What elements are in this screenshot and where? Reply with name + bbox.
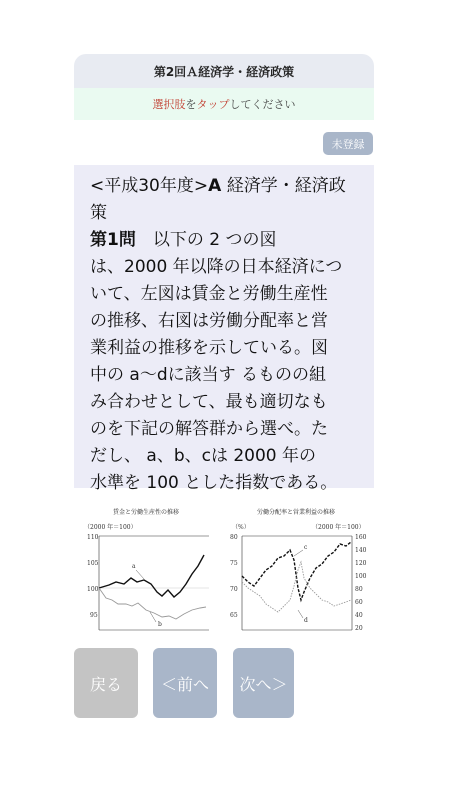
page-title: [74, 54, 374, 88]
series-b-line: [99, 588, 206, 619]
label-b: b: [158, 621, 162, 628]
question-line: み合わせとして、最も適切なも: [90, 392, 328, 412]
y-tick-right: 160: [355, 534, 367, 541]
y-tick-right: 100: [355, 573, 367, 580]
next-button-label: 次へ＞: [239, 674, 288, 694]
series-c-line: [242, 542, 351, 600]
question-line: は、2000 年以降の日本経済につ: [90, 257, 343, 277]
question-figure: [74, 500, 374, 640]
y-tick-right: 60: [355, 599, 363, 606]
back-button-label: 戻る: [89, 674, 122, 694]
back-button[interactable]: [74, 648, 138, 718]
question-text: [74, 165, 374, 493]
question-body: 以下の 2 つの図: [135, 230, 277, 250]
page-title-text: 第2回Ａ経済学・経済政策: [153, 64, 295, 79]
question-line: だし、 a、b、cは 2000 年の: [90, 446, 317, 466]
y-tick-right: 20: [355, 625, 363, 632]
question-line: 中の a～dに該当す るものの組: [90, 365, 327, 385]
instruction-choice: 選択肢: [152, 98, 186, 111]
y-tick: 100: [87, 586, 99, 593]
prev-button-label: ＜前へ: [160, 674, 209, 694]
question-subject: 経済学・経済政: [221, 176, 346, 196]
labor-share-profit-chart: [230, 508, 367, 632]
question-line: の推移、右図は労働分配率と営: [90, 311, 328, 331]
label-a: a: [132, 563, 136, 570]
prev-button[interactable]: [153, 648, 217, 718]
y-tick: 95: [90, 612, 98, 619]
label-a-pointer: [136, 570, 144, 579]
status-badge[interactable]: [323, 132, 373, 155]
label-c: c: [304, 544, 308, 551]
instruction-wo: を: [185, 98, 197, 111]
label-d-pointer: [298, 610, 303, 618]
y-tick-left: 75: [230, 560, 238, 567]
question-line: [90, 173, 362, 200]
label-d: d: [304, 617, 308, 624]
label-c-pointer: [294, 550, 303, 556]
y-tick-right: 140: [355, 547, 367, 554]
instruction-tap: タップ: [196, 98, 230, 111]
y-tick: 110: [87, 534, 99, 541]
y-tick: 105: [87, 560, 99, 567]
chart-unit-right-left: （%）: [232, 524, 250, 531]
question-line: 業利益の推移を示している。図: [90, 338, 328, 358]
question-line: いて、左図は賃金と労働生産性: [90, 284, 328, 304]
question-number: 第1問: [90, 230, 136, 250]
y-tick-left: 70: [230, 586, 238, 593]
chart-title-right: 労働分配率と営業利益の推移: [256, 509, 336, 516]
chart-unit-right-right: （2000 年＝100）: [312, 524, 365, 531]
series-d-line: [242, 562, 351, 612]
instruction-rest: してください: [229, 98, 296, 111]
question-year: <平成30年度>: [90, 176, 209, 196]
question-line: 策: [90, 203, 107, 223]
question-line: のを下記の解答群から選べ。た: [90, 419, 328, 439]
wage-productivity-chart: [84, 508, 209, 630]
y-tick-left: 80: [230, 534, 238, 541]
y-tick-right: 40: [355, 612, 363, 619]
instruction-bar: [74, 88, 374, 120]
question-line: 水準を 100 とした指数である。: [90, 473, 338, 493]
y-tick-left: 65: [230, 612, 238, 619]
y-tick-right: 80: [355, 586, 363, 593]
y-tick-right: 120: [355, 560, 367, 567]
question-line: [90, 227, 362, 254]
chart-unit-left: （2000 年＝100）: [84, 524, 137, 531]
status-badge-label: 未登録: [331, 137, 365, 151]
next-button[interactable]: [233, 648, 294, 718]
question-section: A: [208, 176, 222, 196]
chart-title-left: 賃金と労働生産性の推移: [112, 509, 180, 516]
series-a-line: [99, 555, 204, 597]
